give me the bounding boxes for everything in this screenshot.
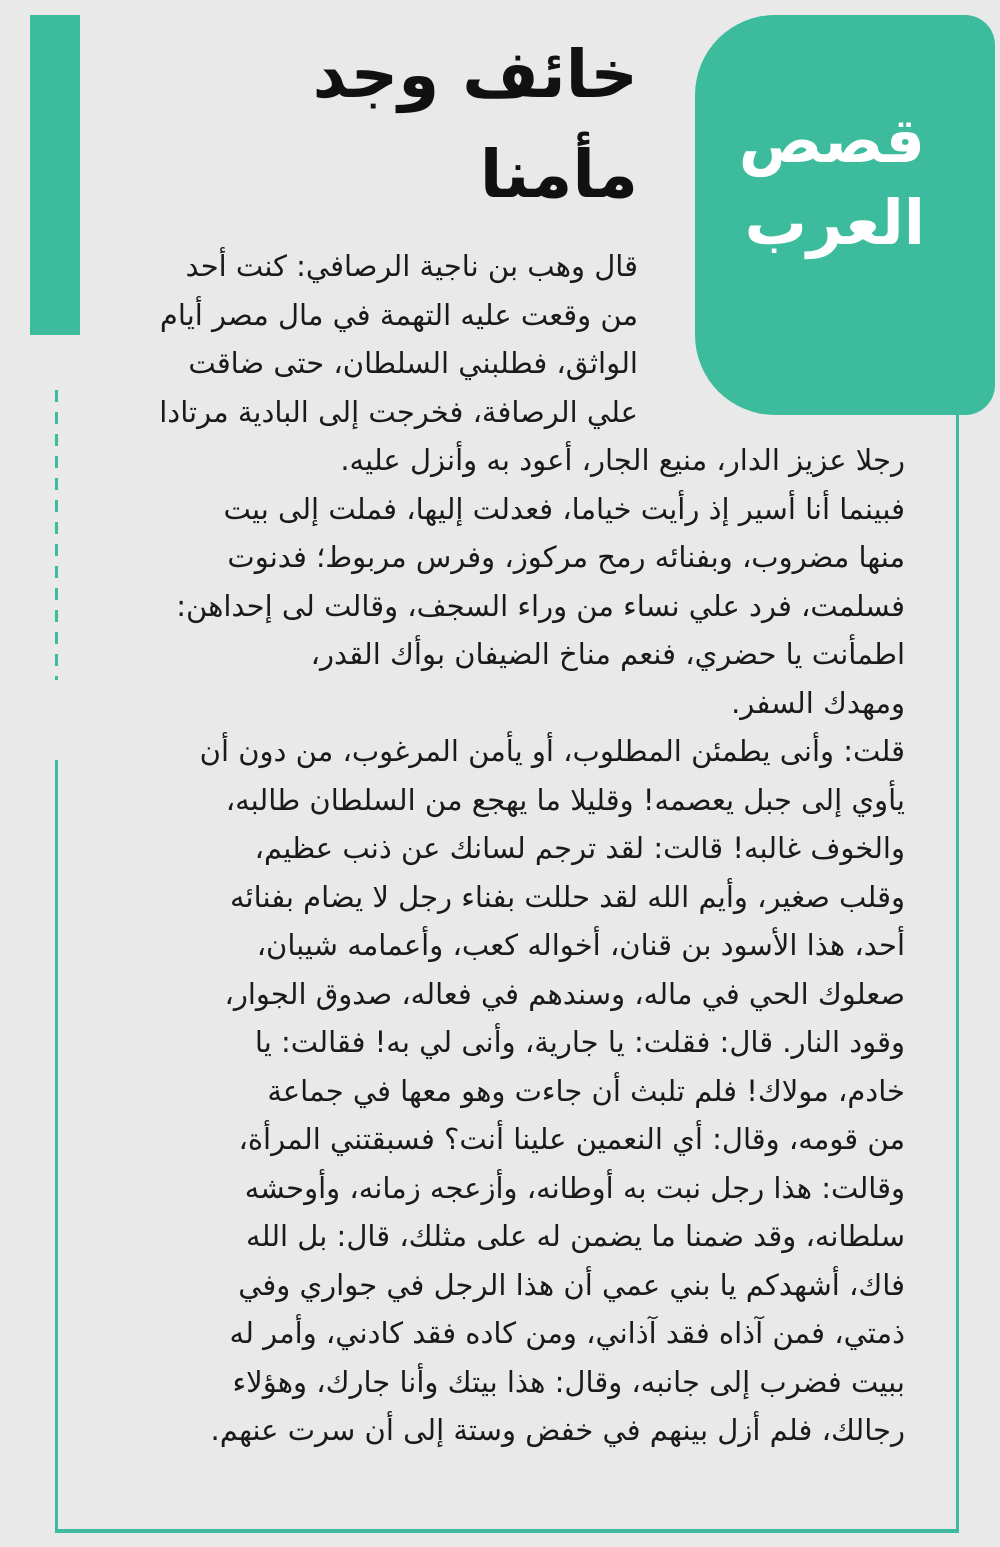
frame-border-left [55,760,58,1532]
badge-line-1: قصص [738,104,925,177]
body-line: صعلوك الحي في ماله، وسندهم في فعاله، صدوق الجوار، [224,976,905,1011]
body-line: يأوي إلى جبل يعصمه! وقليلا ما يهجع من السلطان طالبه، [225,782,905,817]
body-line: وقالت: هذا رجل نبت به أوطانه، وأزعجه زمانه، وأوحشه [244,1170,905,1205]
article-title [313,25,638,225]
frame-border-right [956,410,959,1532]
body-line: منها مضروب، وبفنائه رمح مركوز، وفرس مربوط؛ فدنوت [227,540,905,574]
body-line: ذمتي، فمن آذاه فقد آذاني، ومن كاده فقد كادني، وأمر له [229,1316,905,1350]
body-line: فبينما أنا أسير إذ رأيت خياما، فعدلت إليها، فملت إلى بيت [223,491,905,526]
body-line: اطمأنت يا حضري، فنعم مناخ الضيفان بوأك القدر، [310,637,905,671]
body-line: فاك، أشهدكم يا بني عمي أن هذا الرجل في جواري وفي [238,1267,905,1302]
body-line: خادم، مولاك! فلم تلبث أن جاءت وهو معها في جماعة [267,1073,905,1108]
body-line: والخوف غالبه! قالت: لقد ترجم لسانك عن ذنب عظيم، [254,831,905,865]
frame-border-bottom [55,1529,959,1533]
body-line: رجالك، فلم أزل بينهم في خفض وستة إلى أن سرت عنهم. [210,1413,905,1447]
body-line: علي الرصافة، فخرجت إلى البادية مرتادا [159,394,638,429]
frame-border-dashed [55,390,58,680]
body-line: قلت: وأنى يطمئن المطلوب، أو يأمن المرغوب، من دون أن [199,734,905,768]
body-line: من قومه، وقال: أي النعمين علينا أنت؟ فسبقتني المرأة، [238,1122,905,1156]
body-line: قال وهب بن ناجية الرصافي: كنت أحد [185,249,638,283]
body-line: وقود النار. قال: فقلت: يا جارية، وأنى لي به! فقالت: يا [254,1025,905,1059]
title-line-2: مأمنا [479,136,638,213]
title-line-1: خائف وجد [312,36,638,113]
body-line: فسلمت، فرد علي نساء من وراء السجف، وقالت لى إحداهن: [176,588,905,623]
body-line: ببيت فضرب إلى جانبه، وقال: هذا بيتك وأنا جارك، وهؤلاء [232,1364,905,1399]
body-line: رجلا عزيز الدار، منيع الجار، أعود به وأنزل عليه. [340,443,905,477]
body-line: من وقعت عليه التهمة في مال مصر أيام [159,297,638,332]
body-line: سلطانه، وقد ضمنا ما يضمن له على مثلك، قال: بل الله [246,1219,905,1253]
body-line: الواثق، فطلبني السلطان، حتى ضاقت [188,346,638,380]
article-body [159,242,905,1455]
body-line: ومهدك السفر. [731,685,905,720]
badge-line-2: العرب [744,186,925,259]
body-line: وقلب صغير، وأيم الله لقد حللت بفناء رجل لا يضام بفنائه [229,879,905,914]
body-line: أحد، هذا الأسود بن قنان، أخواله كعب، وأعمامه شيبان، [256,928,905,962]
accent-bar [30,15,80,335]
